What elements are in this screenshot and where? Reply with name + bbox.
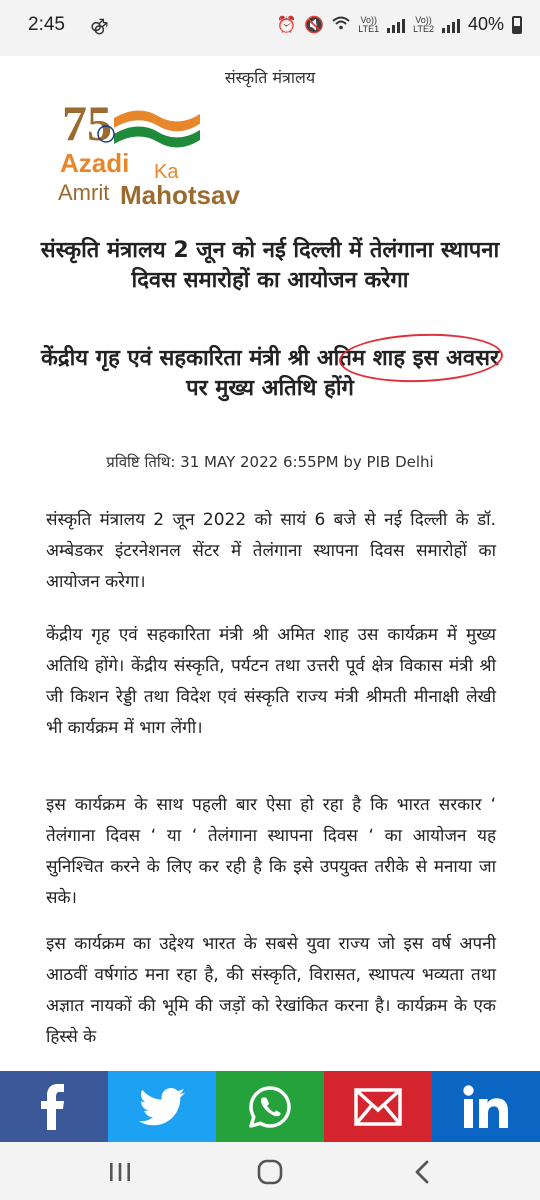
share-bar: [0, 1071, 540, 1142]
email-share-button[interactable]: [324, 1071, 432, 1142]
article-paragraph: संस्कृति मंत्रालय 2 जून 2022 को सायं 6 बजे से नई दिल्ली के डॉ. अम्बेडकर इंटरनेशनल सेंटर में तेलंगाना स्थापना दिवस समारोहों का आयोजन करेगा।: [46, 510, 496, 592]
battery-icon: [512, 16, 522, 34]
twitter-share-button[interactable]: [108, 1071, 216, 1142]
sim1-label: Vo)) LTE1: [358, 14, 380, 34]
status-icons: [276, 14, 522, 35]
azadi-ka-amrit-mahotsav-logo: [58, 94, 258, 214]
home-button[interactable]: [240, 1152, 300, 1192]
home-icon: [256, 1158, 284, 1186]
linkedin-share-button[interactable]: [432, 1071, 540, 1142]
article-paragraph: इस कार्यक्रम का उद्देश्य भारत के सबसे युवा राज्य जो इस वर्ष अपनी आठवीं वर्षगांठ मना रहा है, की संस्कृति, विरासत, स्थापत्य भव्यता तथा अज्ञात नायकों की भूमि की जड़ों को रेखांकित करना है। कार्यक्रम के एक हिस्से के: [46, 934, 496, 1047]
signal1-icon: [387, 17, 405, 33]
article-paragraph: केंद्रीय गृह एवं सहकारिता मंत्री श्री अमित शाह उस कार्यक्रम में मुख्य अतिथि होंगे। केंद्रीय संस्कृति, पर्यटन तथा उत्तरी पूर्व क्षेत्र विकास मंत्री श्री जी किशन रेड्डी तथा विदेश एवं संस्कृति राज्य मंत्री श्रीमती मीनाक्षी लेखी भी कार्यक्रम में भाग लेंगी।: [46, 625, 496, 738]
battery-percent: 40%: [467, 14, 504, 34]
wifi-icon: [332, 15, 350, 34]
logo-word-amrit: Amrit: [58, 180, 110, 205]
status-time: 2:45: [28, 14, 65, 35]
logo-word-ka: Ka: [154, 161, 179, 183]
back-icon: [412, 1159, 432, 1185]
status-bar: [0, 0, 540, 56]
facebook-share-button[interactable]: [0, 1071, 108, 1142]
system-nav-bar: [0, 1142, 540, 1200]
recent-apps-icon: [108, 1161, 132, 1183]
mail-icon: [354, 1088, 402, 1126]
facebook-icon: [39, 1084, 69, 1130]
whatsapp-icon: [248, 1085, 292, 1129]
sim2-label: Vo)) LTE2: [413, 14, 434, 34]
logo-word-azadi: Azadi: [60, 148, 130, 178]
whatsapp-share-button[interactable]: [216, 1071, 324, 1142]
article-headline: संस्कृति मंत्रालय 2 जून को नई दिल्ली में तेलंगाना स्थापना दिवस समारोहों का आयोजन करेगा: [40, 238, 500, 293]
signal2-icon: [442, 17, 460, 33]
recent-apps-button[interactable]: [90, 1152, 150, 1192]
article-subheadline: केंद्रीय गृह एवं सहकारिता मंत्री श्री अतिम शाह इस अवसर पर मुख्य अतिथि होंगे: [41, 346, 499, 401]
posted-date: प्रविष्टि तिथि: 31 MAY 2022 6:55PM by PIB Delhi: [106, 453, 434, 471]
alarm-icon: ⏰: [276, 15, 297, 34]
mute-icon: 🔇: [304, 15, 325, 34]
twitter-icon: [139, 1088, 185, 1126]
logo-word-mahotsav: Mahotsav: [120, 180, 240, 210]
back-button[interactable]: [392, 1152, 452, 1192]
article-paragraph: इस कार्यक्रम के साथ पहली बार ऐसा हो रहा है कि भारत सरकार ‘ तेलंगाना दिवस ‘ या ‘ तेलंगाना स्थापना दिवस ‘ का आयोजन यह सुनिश्चित करने के लिए कर रही है कि इसे उपयुक्त तरीके से मनाया जा सके।: [46, 795, 496, 908]
logo-number: 75: [62, 95, 112, 151]
ministry-label: संस्कृति मंत्रालय: [224, 68, 316, 87]
notification-icon: ⚣: [90, 16, 109, 36]
linkedin-icon: [462, 1085, 510, 1129]
